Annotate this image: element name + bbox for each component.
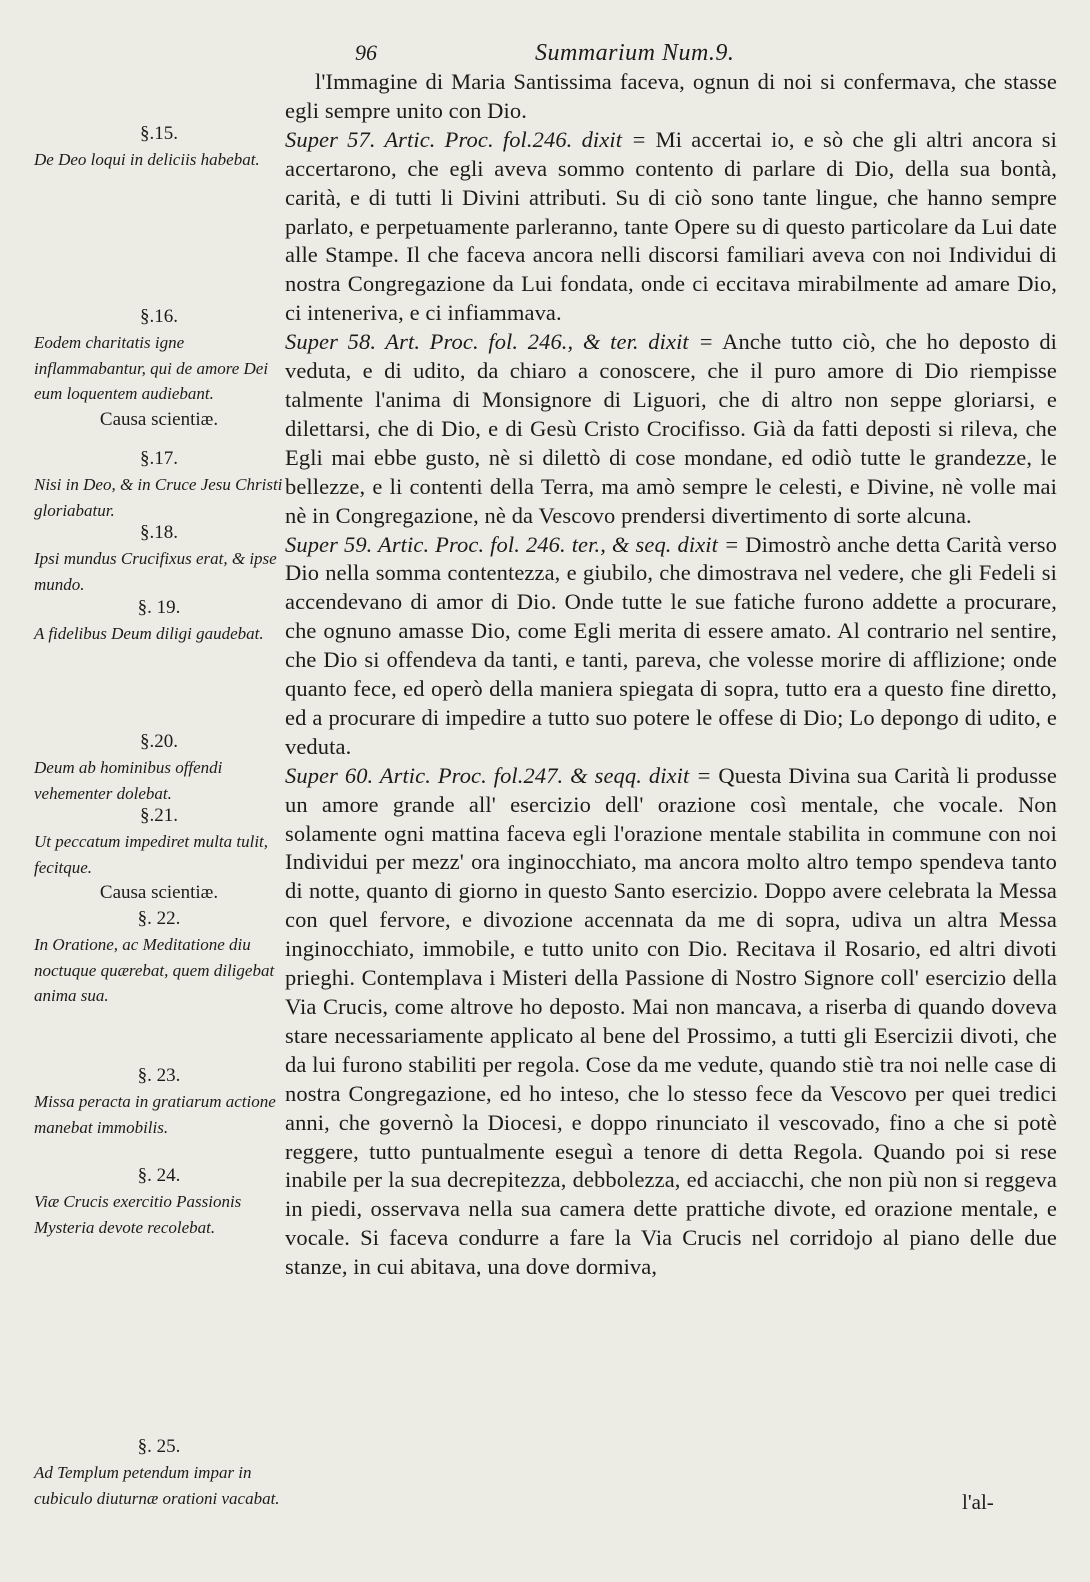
margin-note-text: De Deo loqui in deliciis habebat. [34,150,260,169]
margin-note-text: Ut peccatum impediret multa tulit, fecitque. [34,832,269,877]
running-head: Summarium Num.9. [535,40,735,66]
paragraph [285,68,1057,126]
margin-note-text: Nisi in Deo, & in Cruce Jesu Christi gloriabatur. [34,475,283,520]
section-number: §.20. [140,731,178,752]
margin-note-text: Ipsi mundus Crucifixus erat, & ipse mundo. [34,549,277,594]
paragraph-text: Questa Divina sua Carità li produsse un amore grande all' esercizio dell' orazione così mentale, che vocale. Non solamente ogni mattina faceva egli l'orazione mentale stabilita in commune con noi Individui per mezz' ora inginocchiato, ma ancora molto altro tempo spendeva tanto di notte, quanto di giorno in questo Santo esercizio. Doppo avere celebrata la Messa con quel fervore, e divozione accennata da me di sopra, udiva un altra Messa inginocchiato, immobile, e tutto unito con Dio. Recitava il Rosario, ed altri divoti prieghi. Contemplava i Misteri della Passione di Nostro Signore coll' esercizio della Via Crucis, come altrove ho deposto. Mai non mancava, a riserba di quando doveva stare necessariamente applicato al bene del Prossimo, a tutti gli Esercizii divoti, che da lui furono stabiliti per regola. Cose da me vedute, quando stiè tra noi nelle case di nostra Congregazione, ed ho inteso, che lo stesso fece da Vescovo per quei tredici anni, che governò la Diocesi, e doppo rinunciato il vescovado, fino a che si potè reggere, tutto puntualmente eseguì a tenore di detta Regola. Quando poi si rese inabile per la sua decrepitezza, debbolezza, ed acciacchi, che non più non si reggeva in piedi, osservava nella sua camera dette prattiche divote, ed orazione mentale, e vocale. Si faceva condurre a fare la Via Crucis nel corridojo al piano delle due stanze, in cui abitava, una dove dormiva, [285,762,1057,1280]
margin-note [34,121,284,173]
margin-note-text: In Oratione, ac Meditatione diu noctuque quærebat, quem diligebat anima sua. [34,935,275,1005]
article-citation: Super 60. Artic. Proc. fol.247. & seqq. dixit = [285,762,712,788]
margin-note [34,595,284,647]
margin-note [34,1163,284,1240]
main-text-column [285,68,1057,1282]
section-number: §. 22. [137,908,181,929]
section-number: §.18. [140,522,178,543]
page-number: 96 [355,40,377,65]
margin-note [34,520,284,597]
margin-note-text: Deum ab hominibus offendi vehementer dolebat. [34,758,223,803]
paragraph [285,762,1057,1282]
margin-note [34,906,284,1009]
section-number: §.21. [140,805,178,826]
article-citation: Super 59. Artic. Proc. fol. 246. ter., & seq. dixit = [285,531,740,557]
margin-note [34,803,284,906]
section-number: §.17. [140,448,178,469]
paragraph-text: Mi accertai io, e sò che gli altri ancora si accertarono, che egli aveva sommo contento di parlare di Dio, della sua bontà, carità, e di tutti li Divini attributi. Su di ciò sono tante lingue, che hanno sempre parlato, e perpetuamente parleranno, tante Opere su di questo particolare da Lui date alle Stampe. Il che faceva ancora nelli discorsi familiari aveva con noi Individui di nostra Congregazione da Lui fondata, onde ci eccitava mirabilmente ad amare Dio, ci inteneriva, e ci infiammava. [285,126,1057,326]
margin-note-text: Eodem charitatis igne inflammabantur, qui de amore Dei eum loquentem audiebant. [34,333,269,403]
article-citation: Super 58. Art. Proc. fol. 246., & ter. dixit = [285,329,714,355]
section-number: §.15. [140,123,178,144]
margin-notes-column [0,0,290,1582]
section-number: §.16. [140,306,178,327]
margin-note [34,1434,284,1511]
paragraph-text: Dimostrò anche detta Carità verso Dio nella somma contentezza, e giubilo, che dimostrava nel vedere, che gli Fedeli si accendevano di amor di Dio. Onde tutte le sue fatiche furono addette a procurare, che ognuno amasse Dio, come Egli merita di essere amato. Al contrario nel sentire, che Dio si offendeva da tanti, e tanti, pareva, che volesse morire di afflizione; onde quanto fece, ed operò della maniera spiegata di sopra, tutto era a questo fine diretto, ed a procurare di impedire a tutto suo potere le offese di Dio; Lo depongo di udito, e veduta. [285,531,1057,759]
margin-note [34,729,284,806]
margin-note [34,304,284,433]
section-number: §. 24. [137,1165,181,1186]
margin-note [34,446,284,523]
paragraph [285,531,1057,762]
section-number: §. 19. [137,597,181,618]
article-citation: Super 57. Artic. Proc. fol.246. dixit = [285,126,647,152]
section-number: §. 25. [137,1436,181,1457]
margin-note-text: Viæ Crucis exercitio Passionis Mysteria devote recolebat. [34,1192,242,1237]
paragraph-text: Anche tutto ciò, che ho deposto di veduta, e di udito, da chiaro a conoscere, che il puro amore di Dio riempisse talmente l'anima di Monsignore di Liguori, che di altro non seppe gloriarsi, e dilettarsi, che di Dio, e di Gesù Cristo Crocifisso. Già da fatti deposti si rileva, che Egli mai ebbe gusto, nè si dilettò di cose mondane, ed odiò tutte le grandezze, le bellezze, e li contenti della Terra, ma amò sempre le celesti, e Divine, nè volle mai nè in Congregazione, nè da Vescovo prendersi divertimento di sorte alcuna. [285,329,1058,528]
paragraph-text: l'Immagine di Maria Santissima faceva, ognun di noi si confermava, che stasse egli sempre unito con Dio. [285,69,1057,123]
causa-scientiae-label: Causa scientiæ. [99,882,219,903]
catchword: l'al- [962,1490,994,1514]
margin-note-text: A fidelibus Deum diligi gaudebat. [34,624,264,643]
section-number: §. 23. [137,1065,181,1086]
page-header [345,40,1045,70]
margin-note-text: Ad Templum petendum impar in cubiculo diuturnæ orationi vacabat. [34,1463,280,1508]
margin-note-text: Missa peracta in gratiarum actione manebat immobilis. [34,1092,276,1137]
paragraph [285,126,1057,328]
causa-scientiae-label: Causa scientiæ. [99,408,219,430]
paragraph [285,328,1057,530]
margin-note [34,1063,284,1140]
